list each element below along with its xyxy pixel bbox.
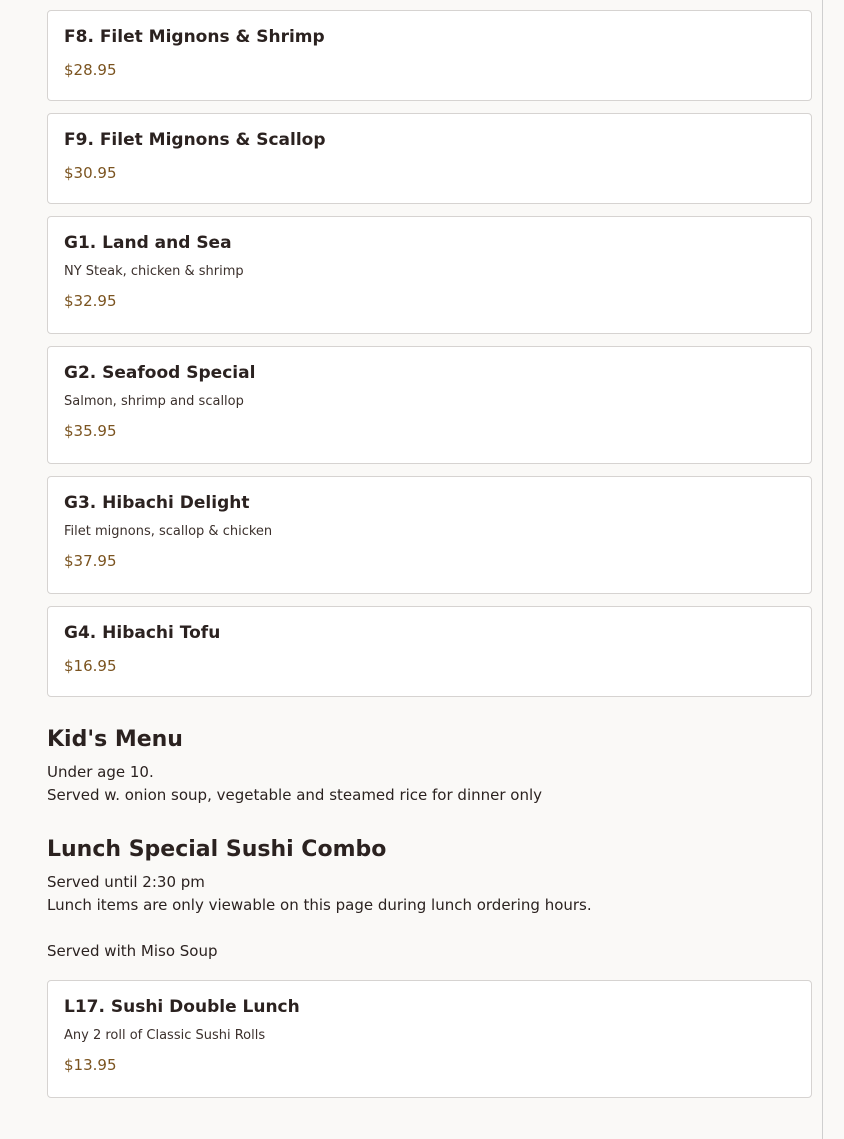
- item-name: F8. Filet Mignons & Shrimp: [64, 27, 325, 47]
- item-description: Salmon, shrimp and scallop: [64, 394, 244, 409]
- item-price: $32.95: [64, 292, 117, 310]
- section-title: Lunch Special Sushi Combo: [47, 837, 387, 862]
- item-price: $13.95: [64, 1056, 117, 1074]
- item-name: L17. Sushi Double Lunch: [64, 997, 300, 1017]
- menu-item-card-f9[interactable]: [47, 113, 812, 204]
- item-price: $35.95: [64, 422, 117, 440]
- section-note: Served with Miso Soup: [47, 942, 218, 960]
- menu-item-card-f8[interactable]: [47, 10, 812, 101]
- lunch-special-section: [47, 835, 812, 1098]
- section-note: Served until 2:30 pm: [47, 873, 205, 891]
- item-name: G3. Hibachi Delight: [64, 493, 250, 513]
- menu-item-card-g2[interactable]: [47, 346, 812, 464]
- menu-item-card-g1[interactable]: [47, 216, 812, 334]
- section-note: Served w. onion soup, vegetable and steamed rice for dinner only: [47, 786, 543, 804]
- item-price: $30.95: [64, 164, 117, 182]
- item-description: Any 2 roll of Classic Sushi Rolls: [64, 1028, 266, 1043]
- menu-item-card-g3[interactable]: [47, 476, 812, 594]
- item-name: G2. Seafood Special: [64, 363, 256, 383]
- menu-content: [47, 10, 812, 1110]
- item-description: Filet mignons, scallop & chicken: [64, 524, 273, 539]
- item-price: $37.95: [64, 552, 117, 570]
- item-price: $28.95: [64, 61, 117, 79]
- kids-menu-section: [47, 725, 812, 807]
- item-name: F9. Filet Mignons & Scallop: [64, 130, 326, 150]
- menu-item-card-g4[interactable]: [47, 606, 812, 697]
- scroll-edge-divider: [822, 0, 823, 1139]
- section-title: Kid's Menu: [47, 727, 183, 752]
- section-note: Under age 10.: [47, 763, 154, 781]
- item-name: G1. Land and Sea: [64, 233, 232, 253]
- section-note: Lunch items are only viewable on this page during lunch ordering hours.: [47, 896, 592, 914]
- item-price: $16.95: [64, 657, 117, 675]
- menu-item-card-l17[interactable]: [47, 980, 812, 1098]
- item-description: NY Steak, chicken & shrimp: [64, 264, 244, 279]
- item-name: G4. Hibachi Tofu: [64, 623, 221, 643]
